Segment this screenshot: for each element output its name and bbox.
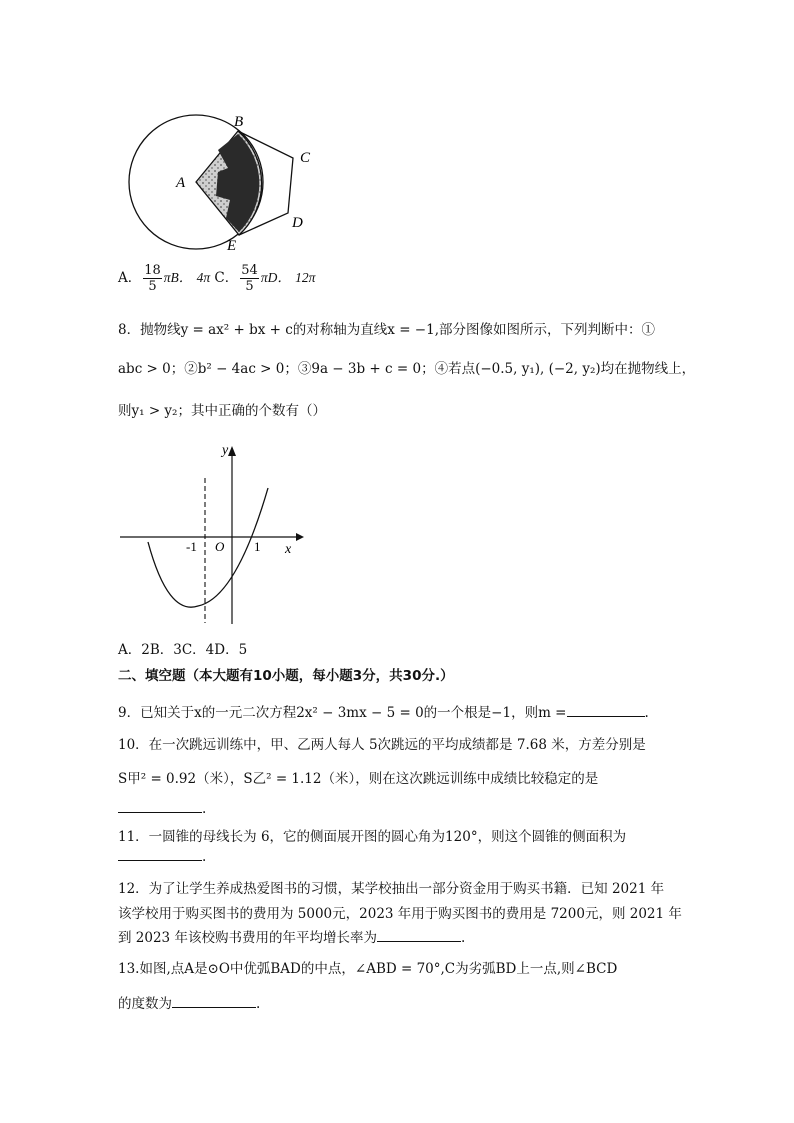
q9-blank[interactable] xyxy=(567,704,645,717)
parabola-figure xyxy=(118,438,308,628)
q11-blank[interactable] xyxy=(118,848,202,861)
q10-blank-line: . xyxy=(118,800,206,817)
label-e: E xyxy=(227,238,237,254)
q12-line3: 到 2023 年该校购书费用的年平均增长率为 . xyxy=(118,930,466,946)
section2-title: 二、填空题（本大题有10小题，每小题3分，共30分.） xyxy=(118,668,454,684)
x-label: x xyxy=(285,542,292,557)
label-a: A xyxy=(176,175,186,191)
x-axis-arrow xyxy=(296,533,304,541)
y-label: y xyxy=(222,443,229,458)
q12-line1: 12．为了让学生养成热爱图书的习惯，某学校抽出一部分资金用于购买书籍．已知 2021 年 xyxy=(118,881,665,897)
q7-options: A． $\frac{18}{5}$ πB． 4π C． $\frac{54}{5}$ πD． 12π xyxy=(118,263,316,294)
label-b: B xyxy=(234,114,244,130)
q10-blank[interactable] xyxy=(118,800,202,813)
parabola-curve xyxy=(148,488,268,607)
q13-blank[interactable] xyxy=(172,995,256,1008)
q10-line2: S甲² = 0.92（米），S乙² = 1.12（米），则在这次跳远训练中成绩比较稳定的是 xyxy=(118,771,599,787)
q10-line1: 10．在一次跳远训练中，甲、乙两人每人 5次跳远的平均成绩都是 7.68 米，方差分别是 xyxy=(118,737,646,753)
q11-blank-line: . xyxy=(118,848,206,865)
q13-line2: 的度数为 . xyxy=(118,996,261,1012)
tick-1: 1 xyxy=(254,539,261,554)
y-axis-arrow xyxy=(228,446,236,456)
fraction-a: $\frac{18}{5}$ xyxy=(144,263,161,294)
tick-neg1: -1 xyxy=(186,539,197,554)
q8-line3: 则y₁ > y₂；其中正确的个数有（） xyxy=(118,403,326,419)
label-d: D xyxy=(292,215,303,231)
q8-options: A．2B．3C．4D．5 xyxy=(118,642,248,658)
label-c: C xyxy=(300,150,311,166)
q13-line1: 13.如图,点A是⊙O中优弧BAD的中点，∠ABD = 70°,C为劣弧BD上一点,则∠BCD xyxy=(118,961,618,977)
q11-line1: 11．一圆锥的母线长为 6，它的侧面展开图的圆心角为120°，则这个圆锥的侧面积为 xyxy=(118,829,627,845)
q8-line1: 8．抛物线y = ax² + bx + c的对称轴为直线x = −1,部分图像如图所示，下列判断中：① xyxy=(118,322,655,338)
q8-line2: abc > 0；②b² − 4ac > 0；③9a − 3b + c = 0；④若点(−0.5, y₁), (−2, y₂)均在抛物线上， xyxy=(118,361,696,377)
origin-label: O xyxy=(215,539,225,554)
circle-figure xyxy=(118,110,338,255)
q12-blank[interactable] xyxy=(377,929,461,942)
fraction-c: $\frac{54}{5}$ xyxy=(241,263,258,294)
q9: 9．已知关于x的一元二次方程2x² − 3mx − 5 = 0的一个根是−1，则m = . xyxy=(118,705,649,721)
q12-line2: 该学校用于购买图书的费用为 5000元，2023 年用于购买图书的费用是 7200元，则 2021 年 xyxy=(118,906,682,922)
